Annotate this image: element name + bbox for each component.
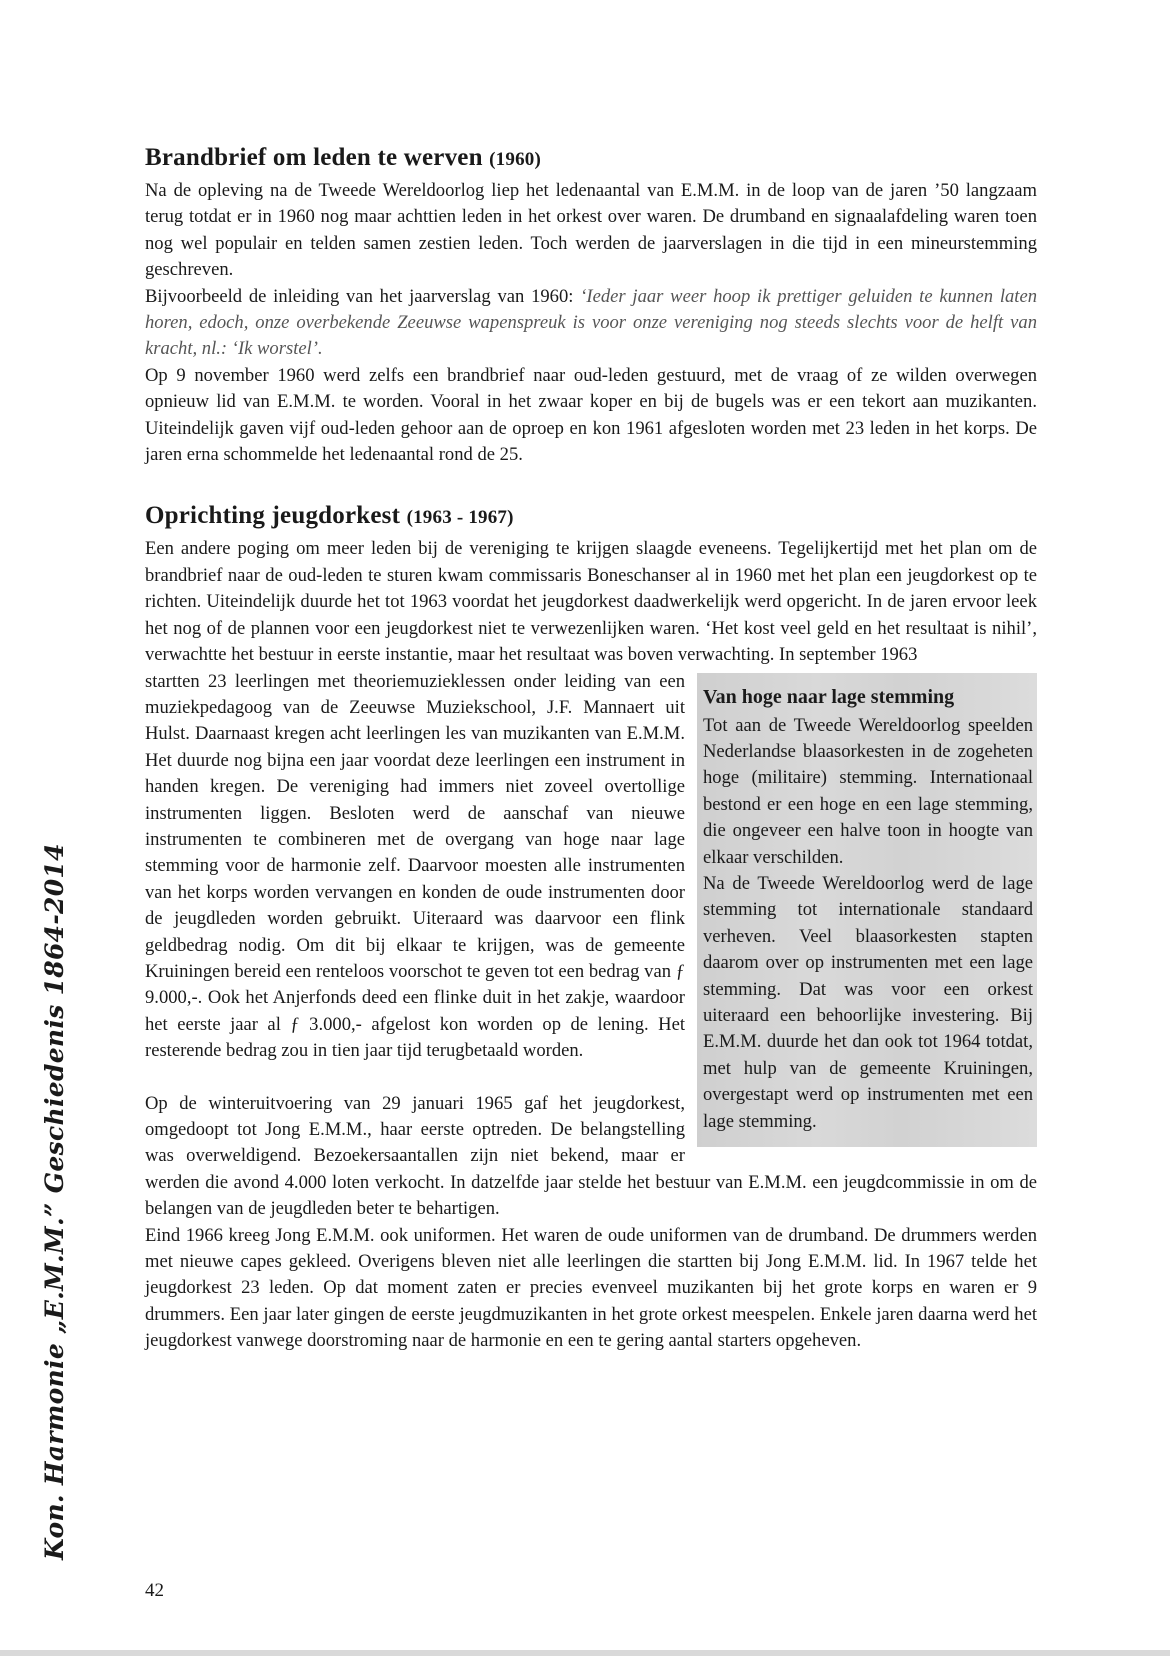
quote-intro: Bijvoorbeeld de inleiding van het jaarverslag van 1960: <box>145 285 574 307</box>
amount: ƒ 3.000,- <box>290 1013 362 1035</box>
text-with-sidebar <box>145 669 1037 1223</box>
paragraph: startten 23 leerlingen met theoriemuzieklessen onder leiding van een muziekpedagoog van de Zeeuwse Muziekschool, J.F. Mannaert uit Hulst. Daarnaast kregen acht leerlingen les van muzikanten van E.M.M. Het duurde nog bijna een jaar voordat deze leerlingen een instrument in handen kregen. De vereniging had immers niet zoveel overtollige instrumenten liggen. Besloten werd de aanschaf van nieuwe instrumenten te combineren met de overgang van hoge naar lage stemming voor de harmonie zelf. Daarvoor moesten alle instrumenten van het korps worden vervangen en konden de oude instrumenten door de jeugdleden worden gebruikt. Uiteraard was daarvoor een flink geldbedrag nodig. Om dit bij elkaar te krijgen, was de gemeente Kruiningen bereid een renteloos voorschot te geven tot een bedrag van ƒ 9.000,-. Ook het Anjerfonds deed een flinke duit in het zakje, waardoor het eerste jaar al ƒ 3.000,- afgelost kon worden op de lening. Het resterende bedrag zou in tien jaar tijd terugbetaald worden. <box>145 670 686 1062</box>
paragraph: Na de opleving na de Tweede Wereldoorlog liep het ledenaantal van E.M.M. in de loop van de jaren ’50 langzaam terug totdat er in 1960 nog maar achttien leden in het orkest over waren. De drumband en signaalafdeling waren toen nog wel populair en telden samen zestien leden. Toch werden de jaarverslagen in die tijd in een mineurstemming geschreven. <box>145 180 1037 281</box>
section-heading-brandbrief <box>145 140 1037 178</box>
section-year: (1960) <box>489 149 541 170</box>
section-title: Oprichting jeugdorkest <box>145 502 401 530</box>
paragraph-with-quote <box>145 284 1037 363</box>
section-heading-jeugdorkest <box>145 498 1037 536</box>
paragraph: Eind 1966 kreeg Jong E.M.M. ook uniformen. Het waren de oude uniformen van de drumband. De drummers werden met nieuwe capes gekleed. Overigens bleven niet alle leerlingen die startten bij Jong E.M.M. lid. In 1967 telde het jeugdorkest 23 leden. Op dat moment zaten er precies evenveel muzikanten bij het grote korps en waren er 9 drummers. Een jaar later gingen de eerste jeugdmuzikanten in het grote orkest meespelen. Enkele jaren daarna werd het jeugdorkest vanwege doorstroming naar de harmonie en een te gering aantal starters opgeheven. <box>145 1224 1037 1352</box>
paragraph: Op de winteruitvoering van 29 januari 1965 gaf het jeugdorkest, omgedoopt tot Jong E.M.M., haar eerste optreden. De belangstelling was overweldigend. Bezoekersaantallen zijn niet bekend, maar er werden die avond 4.000 loten verkocht. In datzelfde jaar stelde het bestuur van E.M.M. een jeugdcommissie in om de belangen van de jeugdleden beter te behartigen. <box>145 1092 1037 1220</box>
section-year: (1963 - 1967) <box>406 507 514 529</box>
amount: ƒ 9.000,-. <box>145 960 685 1009</box>
sidebar-title: Van hoge naar lage stemming <box>703 685 955 708</box>
page-content <box>145 140 1037 1355</box>
quote-text: ‘Ieder jaar weer hoop ik prettiger geluiden te kunnen laten horen, edoch, onze overbekende Zeeuwse wapenspreuk is voor onze vereniging nog steeds slechts voor de helft van kracht, nl.: ‘Ik worstel’. <box>145 285 1037 360</box>
paragraph: Op 9 november 1960 werd zelfs een brandbrief naar oud-leden gestuurd, met de vraag of ze wilden overwegen opnieuw lid van E.M.M. te worden. Vooral in het zwaar koper en bij de bugels was er een tekort aan muzikanten. Uiteindelijk gaven vijf oud-leden gehoor aan de oproep en kon 1961 afgesloten worden met 23 leden in het korps. De jaren erna schommelde het ledenaantal rond de 25. <box>145 364 1037 466</box>
section-title: Brandbrief om leden te werven <box>145 144 483 171</box>
book-side-title: Kon. Harmonie „E.M.M.” Geschiedenis 1864-2014 <box>40 843 69 1560</box>
page-edge <box>0 1650 1170 1656</box>
sidebar-paragraph: Na de Tweede Wereldoorlog werd de lage stemming tot internationale standaard verheven. Veel blaasorkesten stapten daarom over op instrumenten met een lage stemming. Dat was voor een orkest uiteraard een behoorlijke investering. Bij E.M.M. duurde het dan ook tot 1964 totdat, met hulp van de gemeente Kruiningen, overgestapt werd op instrumenten met een lage stemming. <box>703 872 1033 1132</box>
sidebar-box <box>697 673 1037 1148</box>
page-number: 42 <box>145 1580 164 1601</box>
sidebar-paragraph: Tot aan de Tweede Wereldoorlog speelden Nederlandse blaasorkesten in de zogeheten hoge (militaire) stemming. Internationaal bestond er een hoge en een lage stemming, die ongeveer een halve toon in hoogte van elkaar verschilden. <box>703 714 1033 868</box>
paragraph: Een andere poging om meer leden bij de vereniging te krijgen slaagde eveneens. Tegelijkertijd met het plan om de brandbrief naar de oud-leden te sturen kwam commissaris Boneschanser al in 1960 met het plan een jeugdorkest op te richten. Uiteindelijk duurde het tot 1963 voordat het jeugdorkest daadwerkelijk werd opgericht. In de jaren ervoor leek het nog of de plannen voor een jeugdorkest niet te verwezenlijken waren. ‘Het kost veel geld en het resultaat is nihil’, verwachtte het bestuur in eerste instantie, maar het resultaat was boven verwachting. In september 1963 <box>145 538 1037 666</box>
